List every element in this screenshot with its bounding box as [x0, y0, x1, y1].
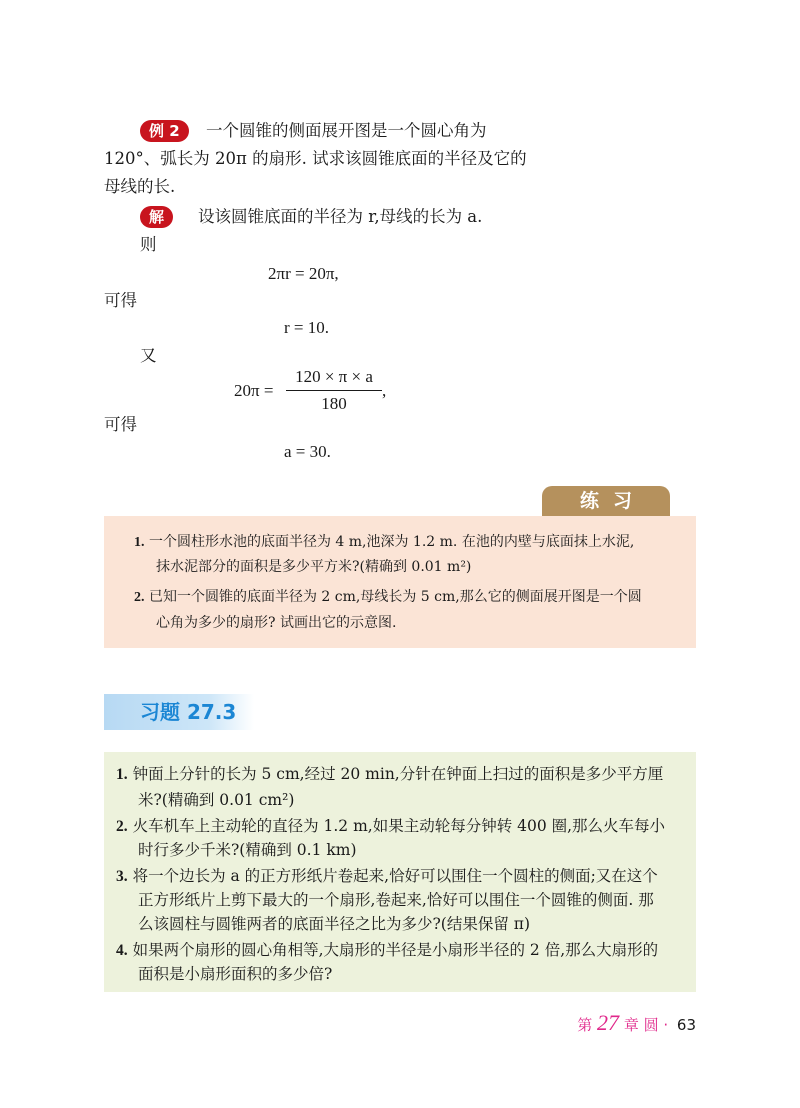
practice-item-1-text: 一个圆柱形水池的底面半径为 4 m,池深为 1.2 m. 在池的内壁与底面抹上水泥, [148, 534, 635, 550]
exercise-item-2-text: 火车机车上主动轮的直径为 1.2 m,如果主动轮每分钟转 400 圈,那么火车每小 [132, 817, 666, 835]
equation-3-left: 20π = [234, 381, 274, 400]
exercise-item-3-line3: 么该圆柱与圆锥两者的底面半径之比为多少?(结果保留 π) [138, 915, 531, 933]
exercise-item-1-line2: 米?(精确到 0.01 cm²) [138, 791, 295, 809]
exercise-item-4-number: 4. [116, 942, 128, 959]
exercise-item-2-line1 [116, 814, 665, 839]
solution-kede-1: 可得 [104, 291, 137, 310]
exercise-item-4-line1 [116, 938, 658, 963]
example-text-line3: 母线的长. [104, 177, 176, 196]
practice-tab: 练习 [542, 486, 670, 516]
equation-1: 2πr = 20π, [268, 264, 339, 283]
fraction-numerator: 120 × π × a [295, 367, 373, 386]
solution-badge: 解 [140, 206, 173, 228]
exercise-item-3-number: 3. [116, 868, 128, 885]
exercise-item-4-text: 如果两个扇形的圆心角相等,大扇形的半径是小扇形半径的 2 倍,那么大扇形的 [132, 941, 659, 959]
practice-item-2-text: 已知一个圆锥的底面半径为 2 cm,母线长为 5 cm,那么它的侧面展开图是一个圆 [148, 589, 642, 605]
fraction-denominator: 180 [321, 394, 347, 413]
exercise-item-2-line2: 时行多少千米?(精确到 0.1 km) [138, 841, 357, 859]
practice-item-2-line2: 心角为多少的扇形? 试画出它的示意图. [156, 615, 397, 631]
example-text-line2: 120°、弧长为 20π 的扇形. 试求该圆锥底面的半径及它的 [104, 149, 527, 168]
equation-4: a = 30. [284, 442, 331, 461]
footer-chapter-number: 27 [597, 1010, 620, 1035]
exercise-item-1-number: 1. [116, 766, 128, 783]
exercise-item-3-line1 [116, 864, 658, 889]
exercise-item-3-text: 将一个边长为 a 的正方形纸片卷起来,恰好可以围住一个圆柱的侧面;又在这个 [132, 867, 658, 885]
equation-3-fraction [286, 367, 382, 414]
equation-3-comma: , [382, 381, 387, 400]
solution-you: 又 [140, 346, 157, 365]
example-badge: 例 2 [140, 120, 189, 142]
practice-item-1-line1 [134, 531, 634, 554]
exercise-item-4-line2: 面积是小扇形面积的多少倍? [138, 965, 333, 983]
page-number: 63 [676, 1016, 696, 1034]
exercise-item-2-number: 2. [116, 818, 128, 835]
practice-item-1-line2: 抹水泥部分的面积是多少平方米?(精确到 0.01 m²) [156, 559, 472, 575]
exercise-item-1-line1 [116, 762, 663, 787]
solution-kede-2: 可得 [104, 415, 137, 434]
practice-item-2-number: 2. [134, 590, 145, 605]
example-text-line1: 一个圆锥的侧面展开图是一个圆心角为 [206, 121, 487, 140]
exercises-title: 习题 27.3 [140, 700, 237, 724]
solution-line1: 设该圆锥底面的半径为 r,母线的长为 a. [198, 207, 483, 226]
exercise-item-3-line2: 正方形纸片上剪下最大的一个扇形,卷起来,恰好可以围住一个圆锥的侧面. 那 [138, 891, 654, 909]
page-footer [577, 1010, 696, 1036]
footer-chapter-prefix: 第 [577, 1016, 593, 1034]
exercise-item-1-text: 钟面上分针的长为 5 cm,经过 20 min,分针在钟面上扫过的面积是多少平方厘 [132, 765, 664, 783]
practice-item-1-number: 1. [134, 535, 145, 550]
footer-chapter-suffix: 章 圆 · [623, 1016, 669, 1034]
practice-item-2-line1 [134, 586, 642, 609]
equation-2: r = 10. [284, 318, 329, 337]
solution-then: 则 [140, 235, 157, 254]
